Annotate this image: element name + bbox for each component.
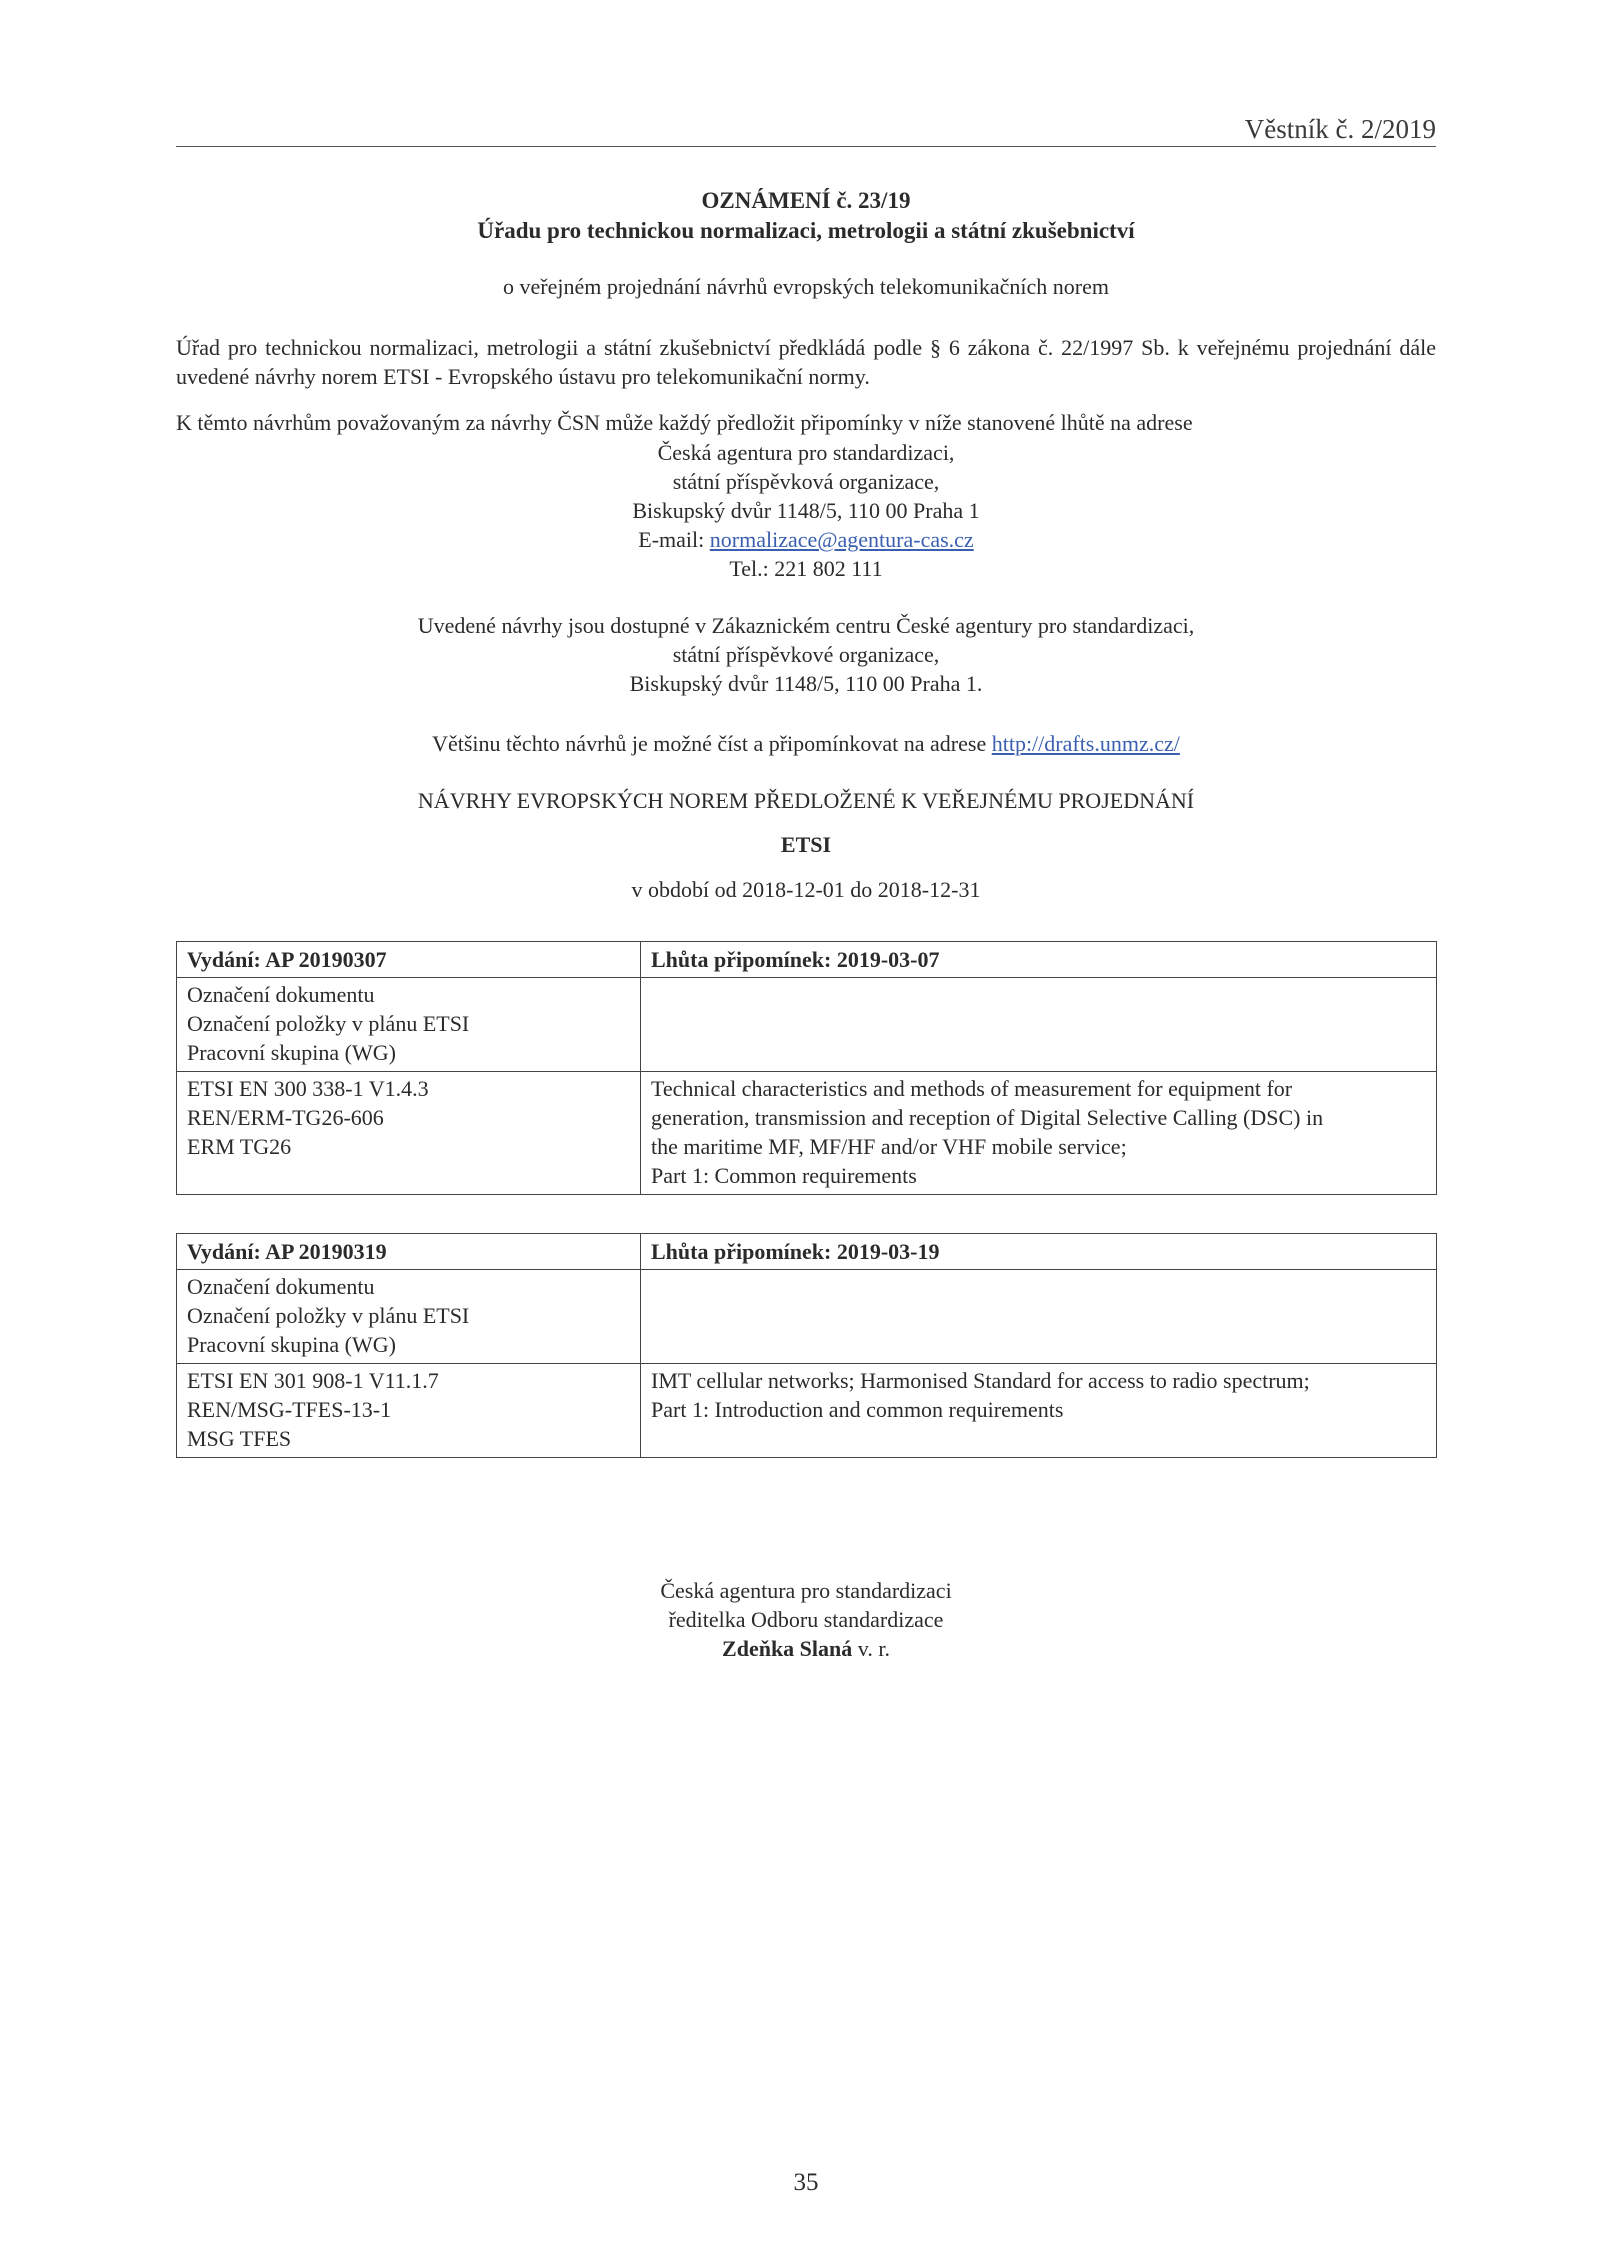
signature-block: [176, 1576, 1436, 1663]
address-line-2: státní příspěvková organizace,: [672, 469, 940, 494]
description-line: generation, transmission and reception of Digital Selective Calling (DSC) in: [651, 1105, 1324, 1130]
description-line: Part 1: Common requirements: [651, 1163, 917, 1188]
email-label: E-mail:: [638, 527, 710, 552]
description-line: IMT cellular networks; Harmonised Standard for access to radio spectrum;: [651, 1368, 1310, 1393]
description-cell: [641, 1364, 1437, 1458]
email-line: [176, 525, 1436, 554]
legend-cell: [177, 1270, 641, 1364]
availability-line-3: Biskupský dvůr 1148/5, 110 00 Praha 1.: [629, 671, 983, 696]
organization-heading: ETSI: [780, 832, 832, 857]
address-line-3: Biskupský dvůr 1148/5, 110 00 Praha 1: [632, 498, 980, 523]
signature-agency: Česká agentura pro standardizaci: [660, 1578, 952, 1603]
signature-suffix: v. r.: [852, 1636, 890, 1661]
drafts-heading: NÁVRHY EVROPSKÝCH NOREM PŘEDLOŽENÉ K VEŘEJNÉMU PROJEDNÁNÍ: [417, 788, 1195, 813]
working-group: MSG TFES: [187, 1426, 292, 1451]
description-line: the maritime MF, MF/HF and/or VHF mobile service;: [651, 1134, 1127, 1159]
legend-plan-item: Označení položky v plánu ETSI: [187, 1303, 470, 1328]
email-link[interactable]: normalizace@agentura-cas.cz: [709, 527, 974, 552]
legend-row: [177, 1270, 1437, 1364]
table-header-row: [177, 942, 1437, 978]
doc-id: ETSI EN 301 908-1 V11.1.7: [187, 1368, 439, 1393]
legend-doc-id: Označení dokumentu: [187, 1274, 375, 1299]
comments-paragraph: K těmto návrhům považovaným za návrhy ČSN může každý předložit připomínky v níže stanovené lhůtě na adrese: [176, 410, 1193, 435]
doc-id: ETSI EN 300 338-1 V1.4.3: [187, 1076, 429, 1101]
draft-table-1: [176, 941, 1437, 1195]
edition-cell: Vydání: AP 20190319: [177, 1234, 641, 1270]
page-number: 35: [793, 2169, 819, 2196]
legend-empty-cell: [641, 1270, 1437, 1364]
journal-issue: Věstník č. 2/2019: [1244, 114, 1436, 144]
description-line: Part 1: Introduction and common requirements: [651, 1397, 1064, 1422]
table-row: [177, 1072, 1437, 1195]
read-online-text: Většinu těchto návrhů je možné číst a připomínkovat na adrese: [432, 731, 992, 756]
doc-cell: [177, 1072, 641, 1195]
table-row: [177, 1364, 1437, 1458]
availability-line-1: Uvedené návrhy jsou dostupné v Zákaznickém centru České agentury pro standardizaci,: [417, 613, 1195, 638]
page-header: [176, 110, 1436, 147]
plan-item: REN/MSG-TFES-13-1: [187, 1397, 392, 1422]
notice-number: OZNÁMENÍ č. 23/19: [701, 188, 911, 213]
draft-table-2: [176, 1233, 1437, 1458]
address-block: [176, 438, 1436, 583]
plan-item: REN/ERM-TG26-606: [187, 1105, 384, 1130]
table-header-row: [177, 1234, 1437, 1270]
description-cell: [641, 1072, 1437, 1195]
signature-role: ředitelka Odboru standardizace: [668, 1607, 944, 1632]
legend-row: [177, 978, 1437, 1072]
deadline-cell: Lhůta připomínek: 2019-03-19: [641, 1234, 1437, 1270]
signature-name-line: [176, 1634, 1436, 1663]
period-line: v období od 2018-12-01 do 2018-12-31: [631, 877, 981, 902]
availability-line-2: státní příspěvkové organizace,: [672, 642, 940, 667]
notice-title: [176, 186, 1436, 246]
notice-subtitle: o veřejném projednání návrhů evropských telekomunikačních norem: [502, 274, 1110, 299]
deadline-cell: Lhůta připomínek: 2019-03-07: [641, 942, 1437, 978]
legend-empty-cell: [641, 978, 1437, 1072]
legend-working-group: Pracovní skupina (WG): [187, 1040, 396, 1065]
working-group: ERM TG26: [187, 1134, 292, 1159]
legend-plan-item: Označení položky v plánu ETSI: [187, 1011, 470, 1036]
edition-cell: Vydání: AP 20190307: [177, 942, 641, 978]
doc-cell: [177, 1364, 641, 1458]
intro-paragraph: Úřad pro technickou normalizaci, metrologii a státní zkušebnictví předkládá podle § 6 zákona č. 22/1997 Sb. k veřejnému projednání dále uvedené návrhy norem ETSI - Evropského ústavu pro telekomunikační normy.: [176, 335, 1436, 389]
legend-cell: [177, 978, 641, 1072]
legend-working-group: Pracovní skupina (WG): [187, 1332, 396, 1357]
description-line: Technical characteristics and methods of measurement for equipment for: [651, 1076, 1293, 1101]
signatory-name: Zdeňka Slaná: [722, 1636, 853, 1661]
read-online-line: [176, 729, 1436, 758]
drafts-link[interactable]: http://drafts.unmz.cz/: [991, 731, 1180, 756]
notice-issuer: Úřadu pro technickou normalizaci, metrologii a státní zkušebnictví: [477, 218, 1135, 243]
phone-line: Tel.: 221 802 111: [729, 556, 883, 581]
availability-block: [176, 611, 1436, 698]
address-line-1: Česká agentura pro standardizaci,: [657, 440, 955, 465]
legend-doc-id: Označení dokumentu: [187, 982, 375, 1007]
